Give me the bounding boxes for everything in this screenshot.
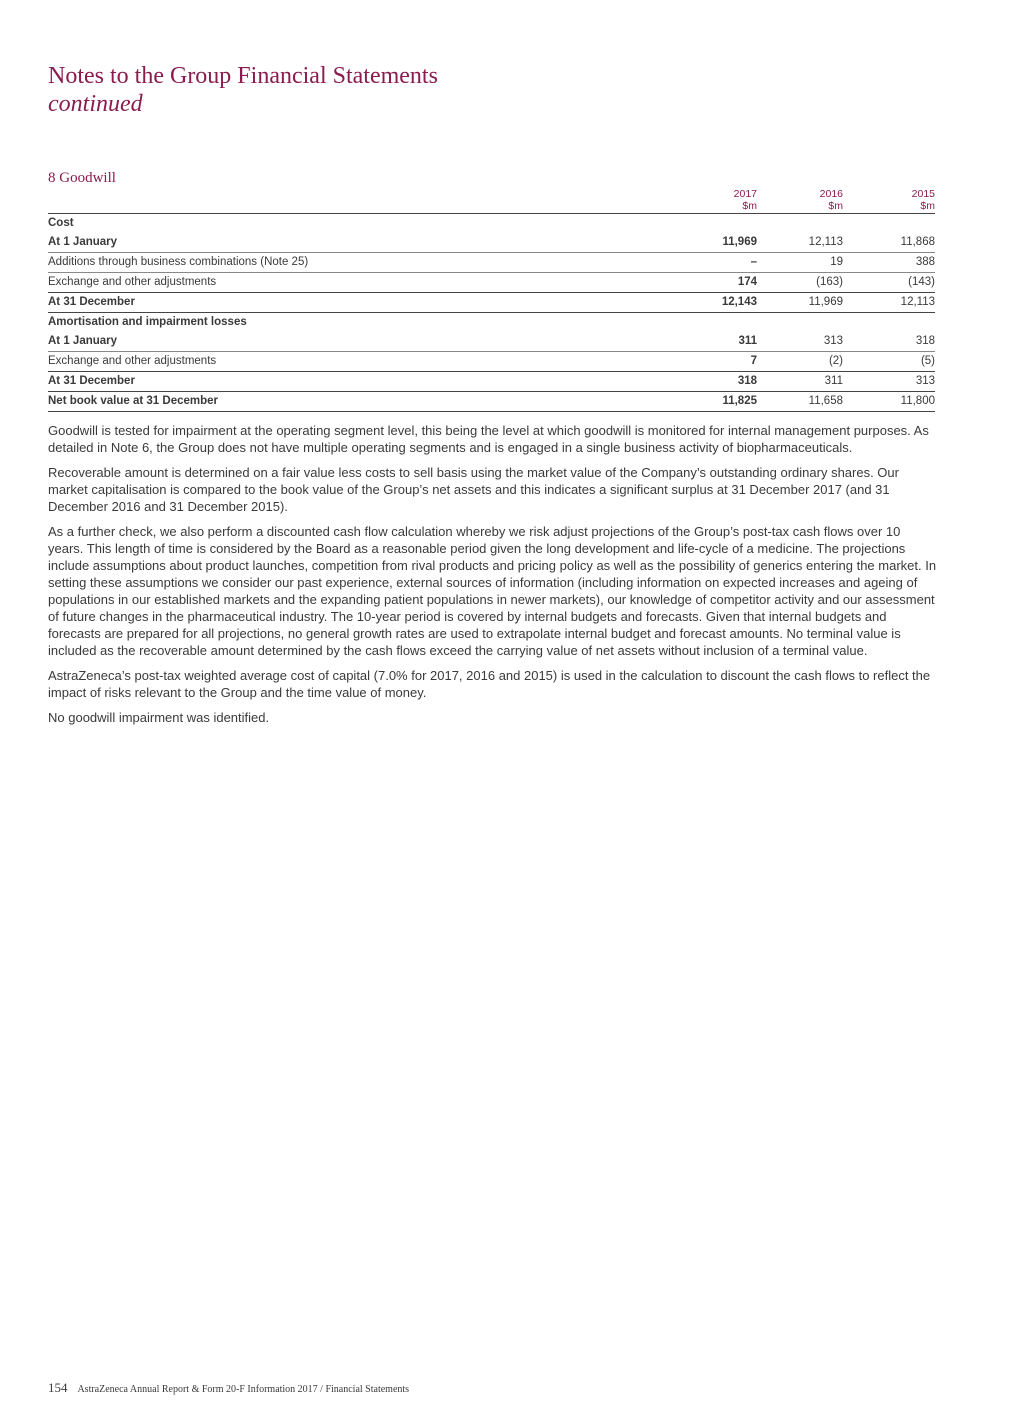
- table-row: Exchange and other adjustments 174 (163) (143): [48, 273, 935, 293]
- table-row: At 1 January 311 313 318: [48, 332, 935, 352]
- page-number: 154: [48, 1380, 68, 1395]
- table-row: At 31 December 12,143 11,969 12,113: [48, 293, 935, 313]
- table-row: At 31 December 318 311 313: [48, 372, 935, 392]
- body-text: [48, 422, 938, 734]
- table-header: [48, 189, 935, 214]
- table-row-net-book-value: Net book value at 31 December 11,825 11,658 11,800: [48, 392, 935, 412]
- page-subtitle: continued: [48, 91, 143, 117]
- paragraph: No goodwill impairment was identified.: [48, 710, 270, 725]
- column-header-2015: 2015 $m: [911, 188, 935, 212]
- goodwill-table: [48, 189, 935, 412]
- column-header-2016: 2016 $m: [819, 188, 843, 212]
- section-title: 8 Goodwill: [48, 170, 116, 186]
- paragraph: As a further check, we also perform a discounted cash flow calculation whereby we risk adjust projections of the Group’s post-tax cash flows over 10 years. This length of time is considered by the Board as a reasonable period given the long development and life-cycle of a medicine. The projections include assumptions about product launches, competition from rival products and pricing policy as well as the possibility of generics entering the market. In setting these assumptions we consider our past experience, external sources of information (including information on expected increases and ageing of populations in our established markets and the expanding patient populations in newer markets), our knowledge of competitor activity and our assessment of future changes in the pharmaceutical industry. The 10-year period is covered by internal budgets and forecasts. Given that internal budgets and forecasts are prepared for all projections, no general growth rates are used to extrapolate internal budget and forecast amounts. No terminal value is included as the recoverable amount determined by the cash flows exceed the carrying value of net assets without inclusion of a terminal value.: [48, 524, 937, 658]
- footer-text: AstraZeneca Annual Report & Form 20-F Information 2017 / Financial Statements: [77, 1384, 410, 1395]
- paragraph: Goodwill is tested for impairment at the operating segment level, this being the level at which goodwill is monitored for internal management purposes. As detailed in Note 6, the Group does not have multiple operating segments and is engaged in a single business activity of biopharmaceuticals.: [48, 423, 929, 455]
- paragraph: Recoverable amount is determined on a fair value less costs to sell basis using the market value of the Company’s outstanding ordinary shares. Our market capitalisation is compared to the book value of the Group’s net assets and this indicates a significant surplus at 31 December 2017 (and 31 December 2016 and 31 December 2015).: [48, 465, 899, 514]
- table-row-amortisation-heading: Amortisation and impairment losses: [48, 316, 247, 328]
- table-row: Additions through business combinations (Note 25) – 19 388: [48, 253, 935, 273]
- table-row-cost-heading: Cost: [48, 217, 74, 229]
- page-header: [48, 62, 438, 118]
- table-row: At 1 January 11,969 12,113 11,868: [48, 233, 935, 253]
- page-footer: [48, 1380, 409, 1396]
- column-header-2017: 2017 $m: [733, 188, 757, 212]
- table-row: Exchange and other adjustments 7 (2) (5): [48, 352, 935, 372]
- paragraph: AstraZeneca’s post-tax weighted average cost of capital (7.0% for 2017, 2016 and 2015) is used in the calculation to discount the cash flows to reflect the impact of risks relevant to the Group and the time value of money.: [48, 668, 931, 700]
- page-title: Notes to the Group Financial Statements: [48, 63, 438, 89]
